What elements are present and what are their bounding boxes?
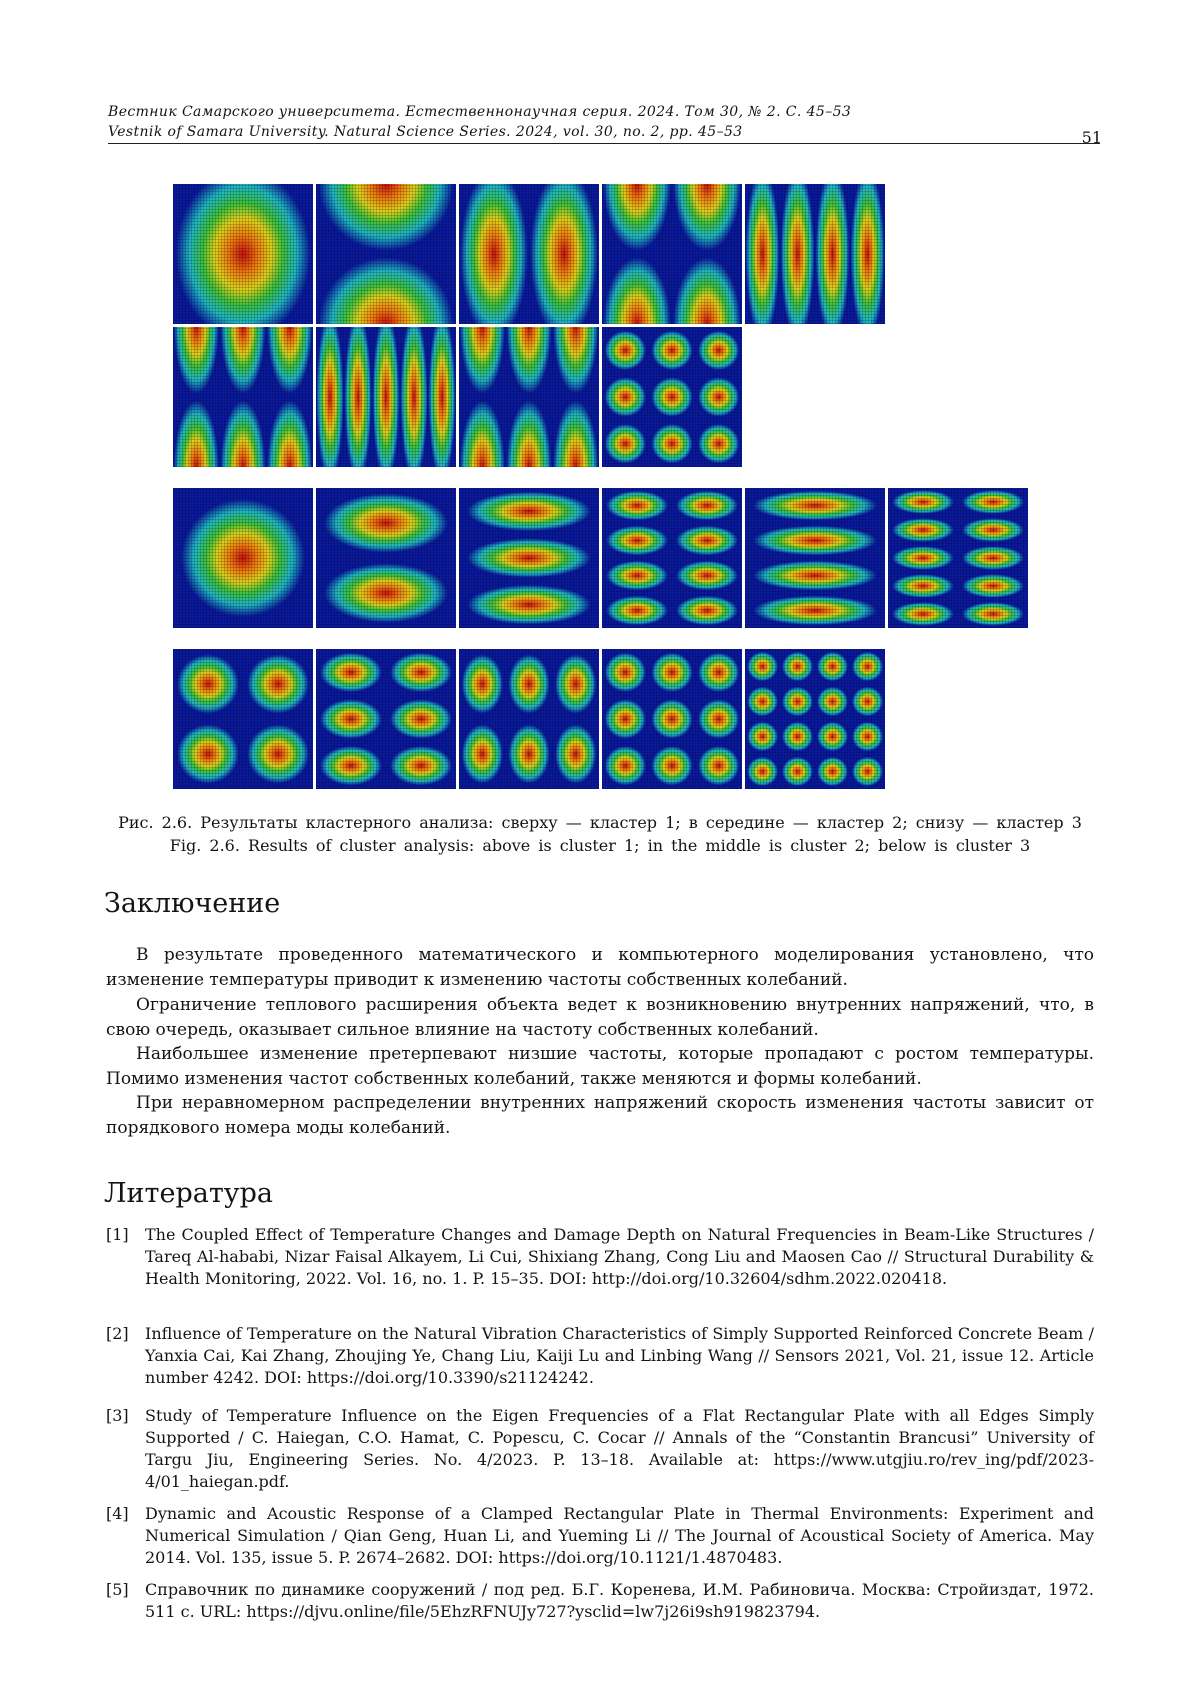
mode-shape-plot bbox=[602, 184, 742, 324]
reference-item bbox=[106, 1224, 1094, 1290]
figure-caption-en: Fig. 2.6. Results of cluster analysis: above is cluster 1; in the middle is cluster 2; below is cluster 3 bbox=[169, 836, 1031, 855]
mode-shape-tile bbox=[888, 488, 1028, 628]
reference-text: Dynamic and Acoustic Response of a Clamped Rectangular Plate in Thermal Environments: Experiment and Numerical Simulation / Qian Geng, Huan Li, and Yueming Li // The Journal of Acoustical Society of America. May 2014. Vol. 135, issue 5. P. 2674–2682. DOI: https://doi.org/10.1121/1.4870483. bbox=[145, 1504, 1094, 1567]
mode-shape-tile bbox=[459, 488, 599, 628]
mode-shape-tile bbox=[316, 327, 456, 467]
journal-header-en: Vestnik of Samara University. Natural Science Series. 2024, vol. 30, no. 2, pp. 45–53 bbox=[108, 124, 743, 140]
mode-shape-tile bbox=[602, 649, 742, 789]
mode-shape-plot bbox=[602, 488, 742, 628]
reference-number: [4] bbox=[106, 1504, 129, 1523]
references-heading: Литература bbox=[104, 1178, 274, 1209]
mode-shape-plot bbox=[173, 649, 313, 789]
mode-shape-tile bbox=[316, 649, 456, 789]
reference-item bbox=[106, 1323, 1094, 1389]
mode-shape-plot bbox=[459, 327, 599, 467]
conclusion-paragraph: В результате проведенного математического и компьютерного моделирования установлено, что изменение температуры приводит к изменению частоты собственных колебаний. bbox=[106, 945, 1094, 990]
mode-shape-plot bbox=[888, 488, 1028, 628]
mode-shape-plot bbox=[745, 184, 885, 324]
mode-shape-plot bbox=[173, 184, 313, 324]
mode-shape-tile bbox=[459, 184, 599, 324]
mode-shape-plot bbox=[316, 488, 456, 628]
mode-shape-plot bbox=[316, 184, 456, 324]
conclusion-paragraph: Наибольшее изменение претерпевают низшие частоты, которые пропадают с ростом температуры. Помимо изменения частот собственных колебаний, также меняются и формы колебаний. bbox=[106, 1044, 1094, 1089]
reference-item bbox=[106, 1503, 1094, 1569]
page-number: 51 bbox=[1081, 128, 1102, 147]
figure-cluster-analysis bbox=[0, 0, 1200, 800]
mode-shape-plot bbox=[459, 488, 599, 628]
figure-caption-ru: Рис. 2.6. Результаты кластерного анализа: сверху — кластер 1; в середине — кластер 2; снизу — кластер 3 bbox=[118, 813, 1082, 832]
mode-shape-tile bbox=[459, 327, 599, 467]
mode-shape-tile bbox=[745, 488, 885, 628]
conclusion-heading: Заключение bbox=[104, 888, 281, 919]
reference-text: Study of Temperature Influence on the Eigen Frequencies of a Flat Rectangular Plate with all Edges Simply Supported / C. Haiegan, C.O. Hamat, C. Popescu, C. Cocar // Annals of the “Constantin Brancusi” University of Targu Jiu, Engineering Series. No. 4/2023. P. 13–18. Available at: https://www.utgjiu.ro/rev_ing/pdf/2023-4/01_haiegan.pdf. bbox=[145, 1406, 1094, 1491]
mode-shape-tile bbox=[316, 184, 456, 324]
reference-number: [5] bbox=[106, 1580, 129, 1599]
reference-number: [3] bbox=[106, 1406, 129, 1425]
conclusion-paragraph: При неравномерном распределении внутренних напряжений скорость изменения частоты зависит от порядкового номера моды колебаний. bbox=[106, 1093, 1094, 1138]
mode-shape-tile bbox=[602, 184, 742, 324]
mode-shape-tile bbox=[745, 184, 885, 324]
mode-shape-tile bbox=[602, 327, 742, 467]
reference-text: Influence of Temperature on the Natural Vibration Characteristics of Simply Supported Reinforced Concrete Beam / Yanxia Cai, Kai Zhang, Zhoujing Ye, Chang Liu, Kaiji Lu and Linbing Wang // Sensors 2021, Vol. 21, issue 12. Article number 4242. DOI: https://doi.org/10.3390/s21124242. bbox=[145, 1324, 1094, 1387]
reference-text: Справочник по динамике сооружений / под ред. Б.Г. Коренева, И.М. Рабиновича. Москва: Стройиздат, 1972. 511 с. URL: https://djvu.online/file/5EhzRFNUJy727?ysclid=lw7j26i9sh919823794. bbox=[145, 1580, 1094, 1621]
mode-shape-tile bbox=[173, 327, 313, 467]
mode-shape-plot bbox=[745, 649, 885, 789]
conclusion-paragraph: Ограничение теплового расширения объекта ведет к возникновению внутренних напряжений, что, в свою очередь, оказывает сильное влияние на частоту собственных колебаний. bbox=[106, 995, 1094, 1040]
mode-shape-plot bbox=[745, 488, 885, 628]
mode-shape-plot bbox=[173, 327, 313, 467]
reference-item bbox=[106, 1579, 1094, 1623]
mode-shape-tile bbox=[316, 488, 456, 628]
mode-shape-plot bbox=[316, 649, 456, 789]
mode-shape-tile bbox=[173, 649, 313, 789]
mode-shape-tile bbox=[173, 488, 313, 628]
mode-shape-tile bbox=[173, 184, 313, 324]
mode-shape-plot bbox=[173, 488, 313, 628]
mode-shape-plot bbox=[459, 649, 599, 789]
mode-shape-plot bbox=[459, 184, 599, 324]
reference-item bbox=[106, 1405, 1094, 1493]
reference-number: [2] bbox=[106, 1324, 129, 1343]
mode-shape-tile bbox=[745, 649, 885, 789]
mode-shape-plot bbox=[602, 649, 742, 789]
mode-shape-plot bbox=[602, 327, 742, 467]
mode-shape-plot bbox=[316, 327, 456, 467]
reference-text: The Coupled Effect of Temperature Changes and Damage Depth on Natural Frequencies in Beam-Like Structures / Tareq Al-hababi, Nizar Faisal Alkayem, Li Cui, Shixiang Zhang, Cong Liu and Maosen Cao // Structural Durability & Health Monitoring, 2022. Vol. 16, no. 1. P. 15–35. DOI: http://doi.org/10.32604/sdhm.2022.020418. bbox=[145, 1225, 1094, 1288]
journal-header-ru: Вестник Самарского университета. Естественнонаучная серия. 2024. Том 30, № 2. С. 45–53 bbox=[108, 104, 852, 120]
mode-shape-tile bbox=[459, 649, 599, 789]
reference-number: [1] bbox=[106, 1225, 129, 1244]
mode-shape-tile bbox=[602, 488, 742, 628]
